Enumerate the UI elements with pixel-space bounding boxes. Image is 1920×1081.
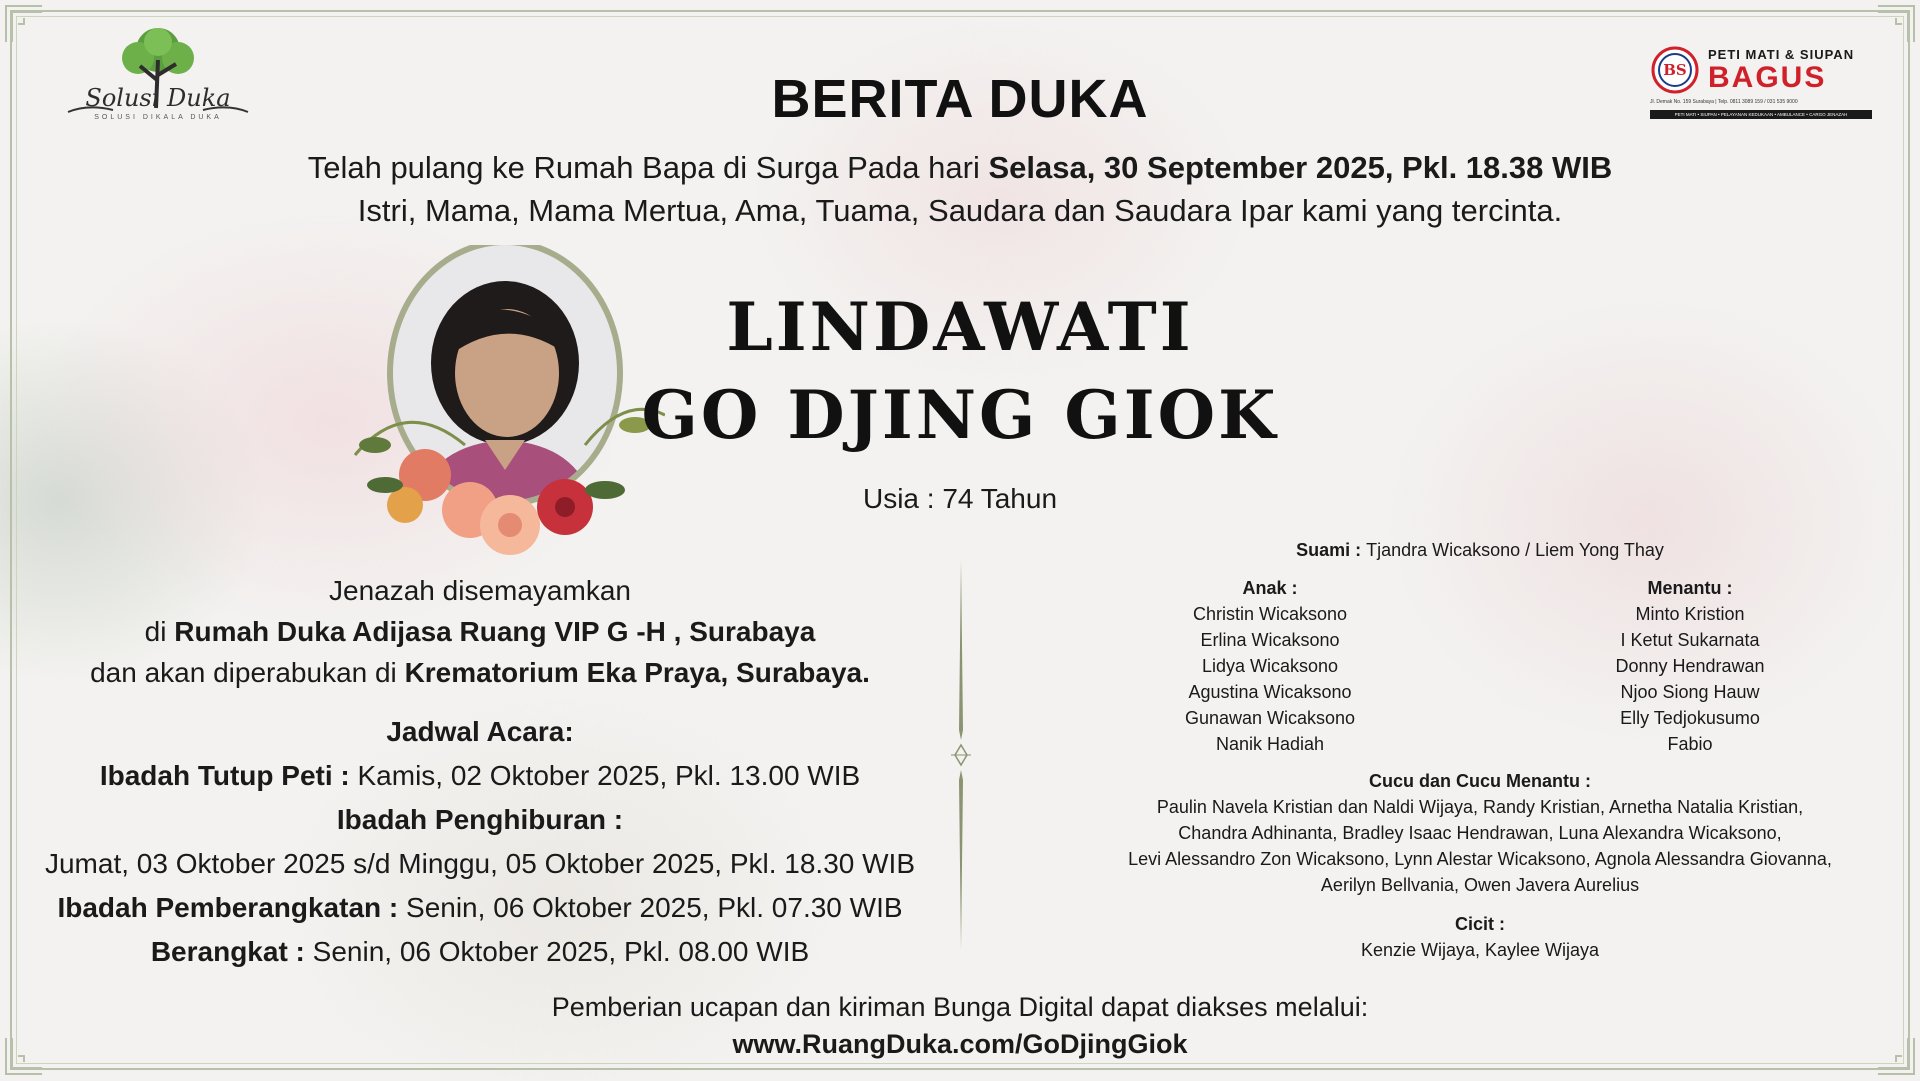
funeral-line-2-prefix: di: [144, 616, 175, 647]
anak-item: Agustina Wicaksono: [1188, 682, 1352, 702]
suami-label: Suami :: [1296, 540, 1367, 560]
cucu-line: Chandra Adhinanta, Bradley Isaac Hendrawan, Luna Alexandra Wicaksono,: [1178, 823, 1782, 843]
menantu-item: I Ketut Sukarnata: [1620, 630, 1760, 650]
cucu-line: Paulin Navela Kristian dan Naldi Wijaya, Randy Kristian, Arnetha Natalia Kristian,: [1156, 797, 1804, 817]
schedule-tutup-peti: [10, 760, 950, 792]
schedule-berangkat-label: Berangkat :: [150, 936, 313, 967]
intro-line-2: Istri, Mama, Mama Mertua, Ama, Tuama, Saudara dan Saudara Ipar kami yang tercinta.: [357, 193, 1563, 228]
schedule-heading: Jadwal Acara:: [386, 716, 574, 747]
schedule-tutup-value: Kamis, 02 Oktober 2025, Pkl. 13.00 WIB: [357, 760, 861, 791]
suami-line: [1050, 540, 1910, 561]
anak-item: Nanik Hadiah: [1215, 734, 1325, 754]
menantu-item: Fabio: [1667, 734, 1713, 754]
solusi-duka-logo: [58, 20, 258, 128]
suami-value: Tjandra Wicaksono / Liem Yong Thay: [1366, 540, 1664, 560]
anak-item: Christin Wicaksono: [1192, 604, 1348, 624]
schedule-penghiburan-label: Ibadah Penghiburan :: [336, 804, 624, 835]
schedule-pemberangkatan-value: Senin, 06 Oktober 2025, Pkl. 07.30 WIB: [406, 892, 903, 923]
anak-item: Lidya Wicaksono: [1201, 656, 1339, 676]
anak-item: Gunawan Wicaksono: [1184, 708, 1356, 728]
menantu-item: Minto Kristion: [1635, 604, 1745, 624]
menantu-label: Menantu :: [1647, 578, 1733, 598]
bagus-badge-text: BS: [1663, 61, 1687, 79]
deceased-name-line-2: GO DJING GIOK: [641, 376, 1279, 454]
footer-note: Pemberian ucapan dan kiriman Bunga Digital dapat diakses melalui:: [551, 992, 1369, 1022]
corner-ornament-bottom-right: [1876, 1036, 1916, 1076]
cicit-value: Kenzie Wijaya, Kaylee Wijaya: [1360, 940, 1600, 960]
cucu-line: Aerilyn Bellvania, Owen Javera Aurelius: [1320, 875, 1640, 895]
schedule-tutup-label: Ibadah Tutup Peti :: [99, 760, 358, 791]
bagus-services-bar: PETI MATI • SIUPAN • PELAYANAN KEDUKAAN • AMBULANCE • CARGO JENAZAH: [1650, 110, 1872, 119]
logo-tagline: SOLUSI DIKALA DUKA: [94, 114, 222, 121]
vertical-divider: [951, 560, 971, 950]
funeral-line-1: Jenazah disemayamkan: [329, 575, 631, 606]
cicit-label: Cicit :: [1454, 914, 1505, 934]
anak-label: Anak :: [1242, 578, 1298, 598]
family-section: [1050, 0, 1910, 1000]
bagus-heading: PETI MATI & SIUPAN: [1708, 47, 1855, 62]
bagus-brand: BAGUS: [1708, 61, 1827, 94]
menantu-item: Donny Hendrawan: [1615, 656, 1765, 676]
cucu-line: Levi Alessandro Zon Wicaksono, Lynn Alestar Wicaksono, Agnola Alessandra Giovanna,: [1128, 849, 1832, 869]
anak-item: Erlina Wicaksono: [1200, 630, 1340, 650]
schedule-berangkat-value: Senin, 06 Oktober 2025, Pkl. 08.00 WIB: [312, 936, 810, 967]
funeral-line-3-prefix: dan akan diperabukan di: [90, 657, 405, 688]
menantu-item: Elly Tedjokusumo: [1620, 708, 1760, 728]
page-title: BERITA DUKA: [771, 69, 1149, 129]
crematorium: Krematorium Eka Praya, Surabaya.: [404, 657, 870, 688]
schedule-penghiburan-value: Jumat, 03 Oktober 2025 s/d Minggu, 05 Oktober 2025, Pkl. 18.30 WIB: [44, 848, 916, 879]
deceased-age: Usia : 74 Tahun: [862, 483, 1058, 514]
funeral-line-2: [10, 616, 950, 648]
corner-ornament-top-left: [4, 4, 44, 44]
deceased-name-line-1: LINDAWATI: [726, 288, 1194, 366]
funeral-line-3: [10, 657, 950, 689]
bagus-address: Jl. Demak No. 159 Surabaya | Telp. 0811 3089 159 / 031 535 9000: [1650, 99, 1798, 105]
menantu-item: Njoo Siong Hauw: [1620, 682, 1760, 702]
cucu-label: Cucu dan Cucu Menantu :: [1369, 771, 1591, 791]
intro-prefix: Telah pulang ke Rumah Bapa di Surga Pada hari: [307, 150, 989, 185]
schedule-berangkat: [10, 936, 950, 968]
footer-url-link[interactable]: www.RuangDuka.com/GoDjingGiok: [732, 1029, 1188, 1059]
logo-brand-text: Solusi Duka: [85, 84, 231, 112]
schedule-pemberangkatan: [10, 892, 950, 924]
corner-ornament-bottom-left: [4, 1036, 44, 1076]
intro-date: Selasa, 30 September 2025, Pkl. 18.38 WIB: [988, 150, 1613, 185]
funeral-home: Rumah Duka Adijasa Ruang VIP G -H , Surabaya: [174, 616, 816, 647]
schedule-pemberangkatan-label: Ibadah Pemberangkatan :: [57, 892, 407, 923]
